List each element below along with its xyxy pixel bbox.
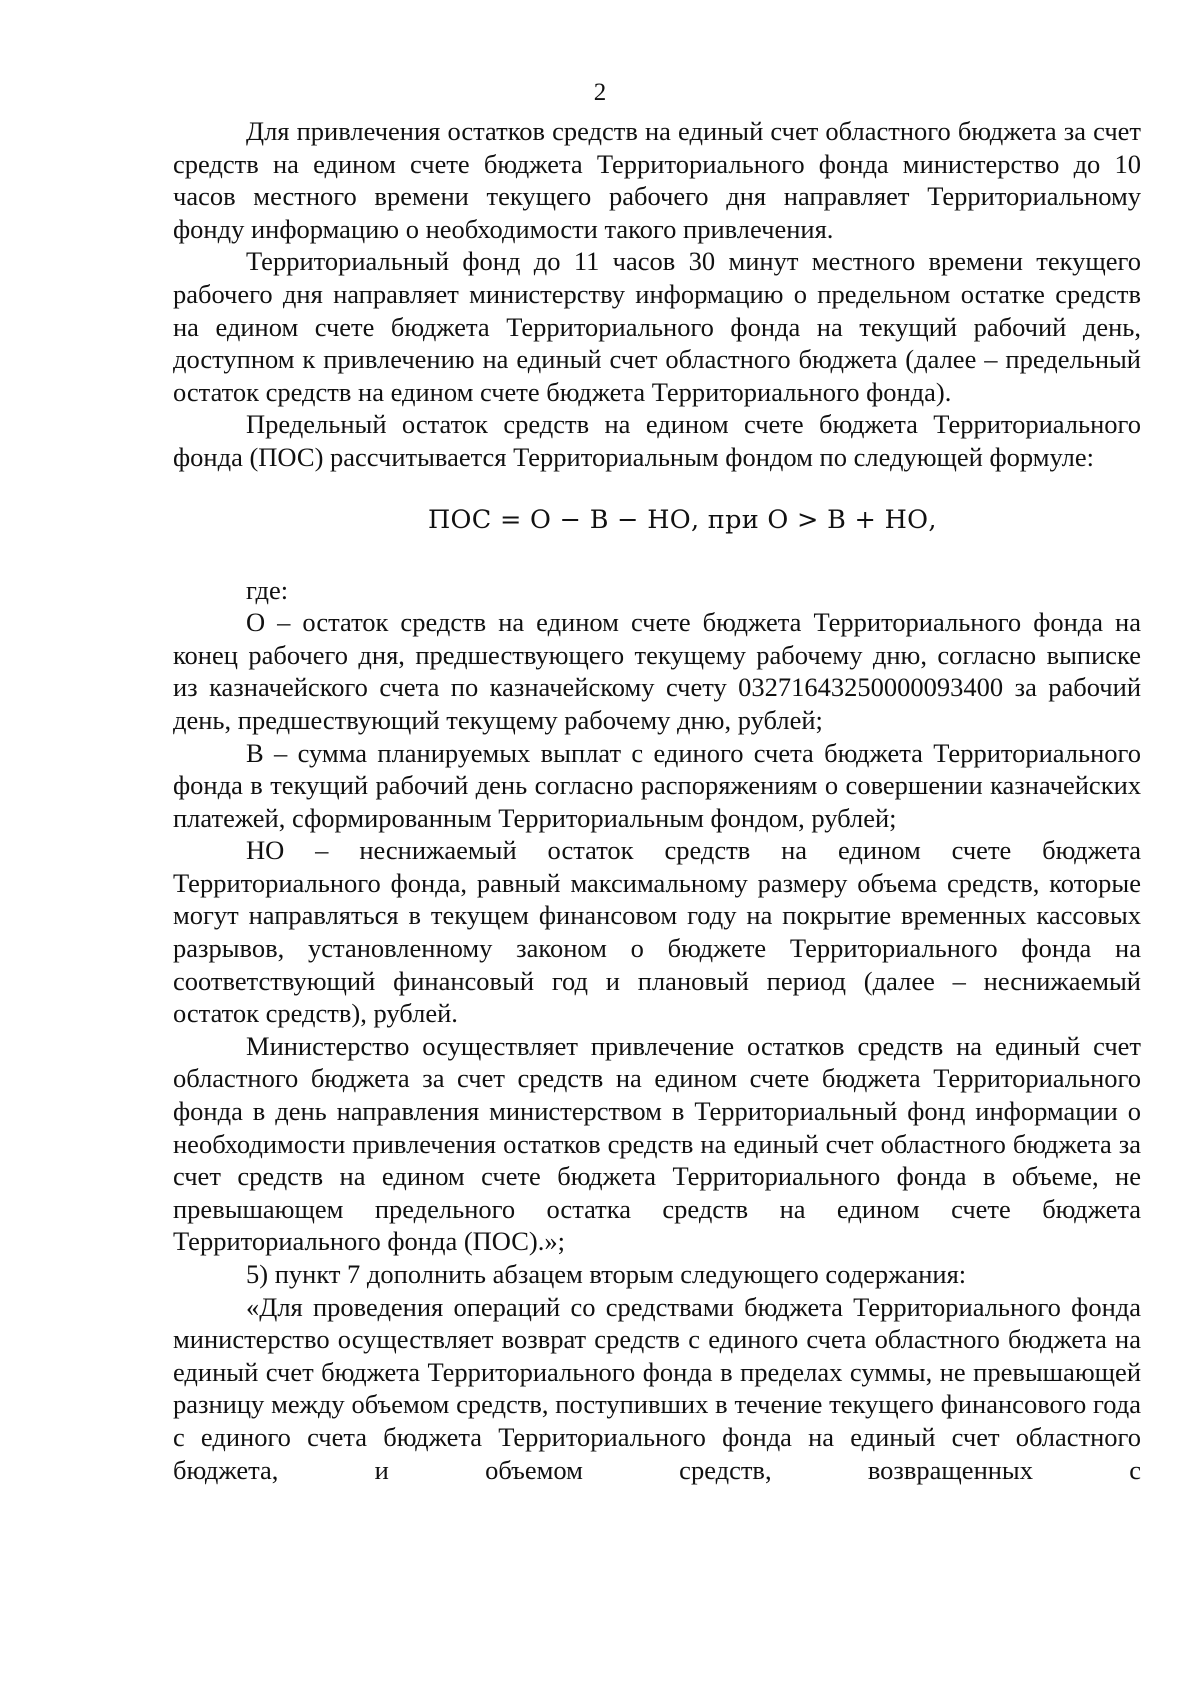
paragraph-variable-no: НО – неснижаемый остаток средств на едином счете бюджета Территориального фонда, равный максимальному размеру объема средств, которые могут направляться в текущем финансовом году на покрытие временных кассовых разрывов, установленному законом о бюджете Территориального фонда на соответствующий финансовый год и плановый период (далее – неснижаемый остаток средств), рублей. — [173, 835, 1141, 1029]
paragraph-return-operations: «Для проведения операций со средствами бюджета Территориального фонда министерство осуществляет возврат средств с единого счета областного бюджета на единый счет бюджета Территориального фонда в пределах суммы, не превышающей разницу между объемом средств, поступивших в течение текущего финансового года с единого счета бюджета Территориального фонда на единый счет областного бюджета, и объемом средств, возвращенных с — [173, 1291, 1141, 1485]
where-label: где: — [246, 574, 289, 605]
paragraph-variable-v: В – сумма планируемых выплат с единого счета бюджета Территориального фонда в текущий рабочий день согласно распоряжениям о совершении казначейских платежей, сформированным Территориальным фондом, рублей; — [173, 737, 1141, 833]
paragraph-attraction-request: Для привлечения остатков средств на единый счет областного бюджета за счет средств на едином счете бюджета Территориального фонда министерство до 10 часов местного времени текущего рабочего дня направляет Территориальному фонду информацию о необходимости такого привлечения. — [173, 116, 1141, 244]
paragraph-ministry-attraction: Министерство осуществляет привлечение остатков средств на единый счет областного бюджета за счет средств на едином счете бюджета Территориального фонда в день направления министерством в Территориальный фонд информации о необходимости привлечения остатков средств на единый счет областного бюджета за счет средств на едином счете бюджета Территориального фонда в объеме, не превышающем предельного остатка средств на едином счете бюджета Территориального фонда (ПОС).»; — [173, 1030, 1141, 1257]
document-body — [173, 115, 1141, 1486]
paragraph-pos-definition: Предельный остаток средств на едином счете бюджета Территориального фонда (ПОС) рассчитывается Территориальным фондом по следующей формуле: — [173, 409, 1141, 472]
paragraph-item-5: 5) пункт 7 дополнить абзацем вторым следующего содержания: — [246, 1259, 967, 1289]
paragraph-variable-o: О – остаток средств на едином счете бюджета Территориального фонда на конец рабочего дня, предшествующего текущему рабочему дню, согласно выписке из казначейского счета по казначейскому счету 03271643250000093400 за рабочий день, предшествующий текущему рабочему дню, рублей; — [173, 607, 1141, 735]
page-number: 2 — [593, 79, 607, 106]
paragraph-fund-response: Территориальный фонд до 11 часов 30 минут местного времени текущего рабочего дня направляет министерству информацию о предельном остатке средств на едином счете бюджета Территориального фонда на текущий рабочий день, доступном к привлечению на единый счет областного бюджета (далее – предельный остаток средств на едином счете бюджета Территориального фонда). — [173, 246, 1141, 407]
pos-formula: ПОС = О − В − НО, при О > В + НО, — [428, 504, 937, 535]
